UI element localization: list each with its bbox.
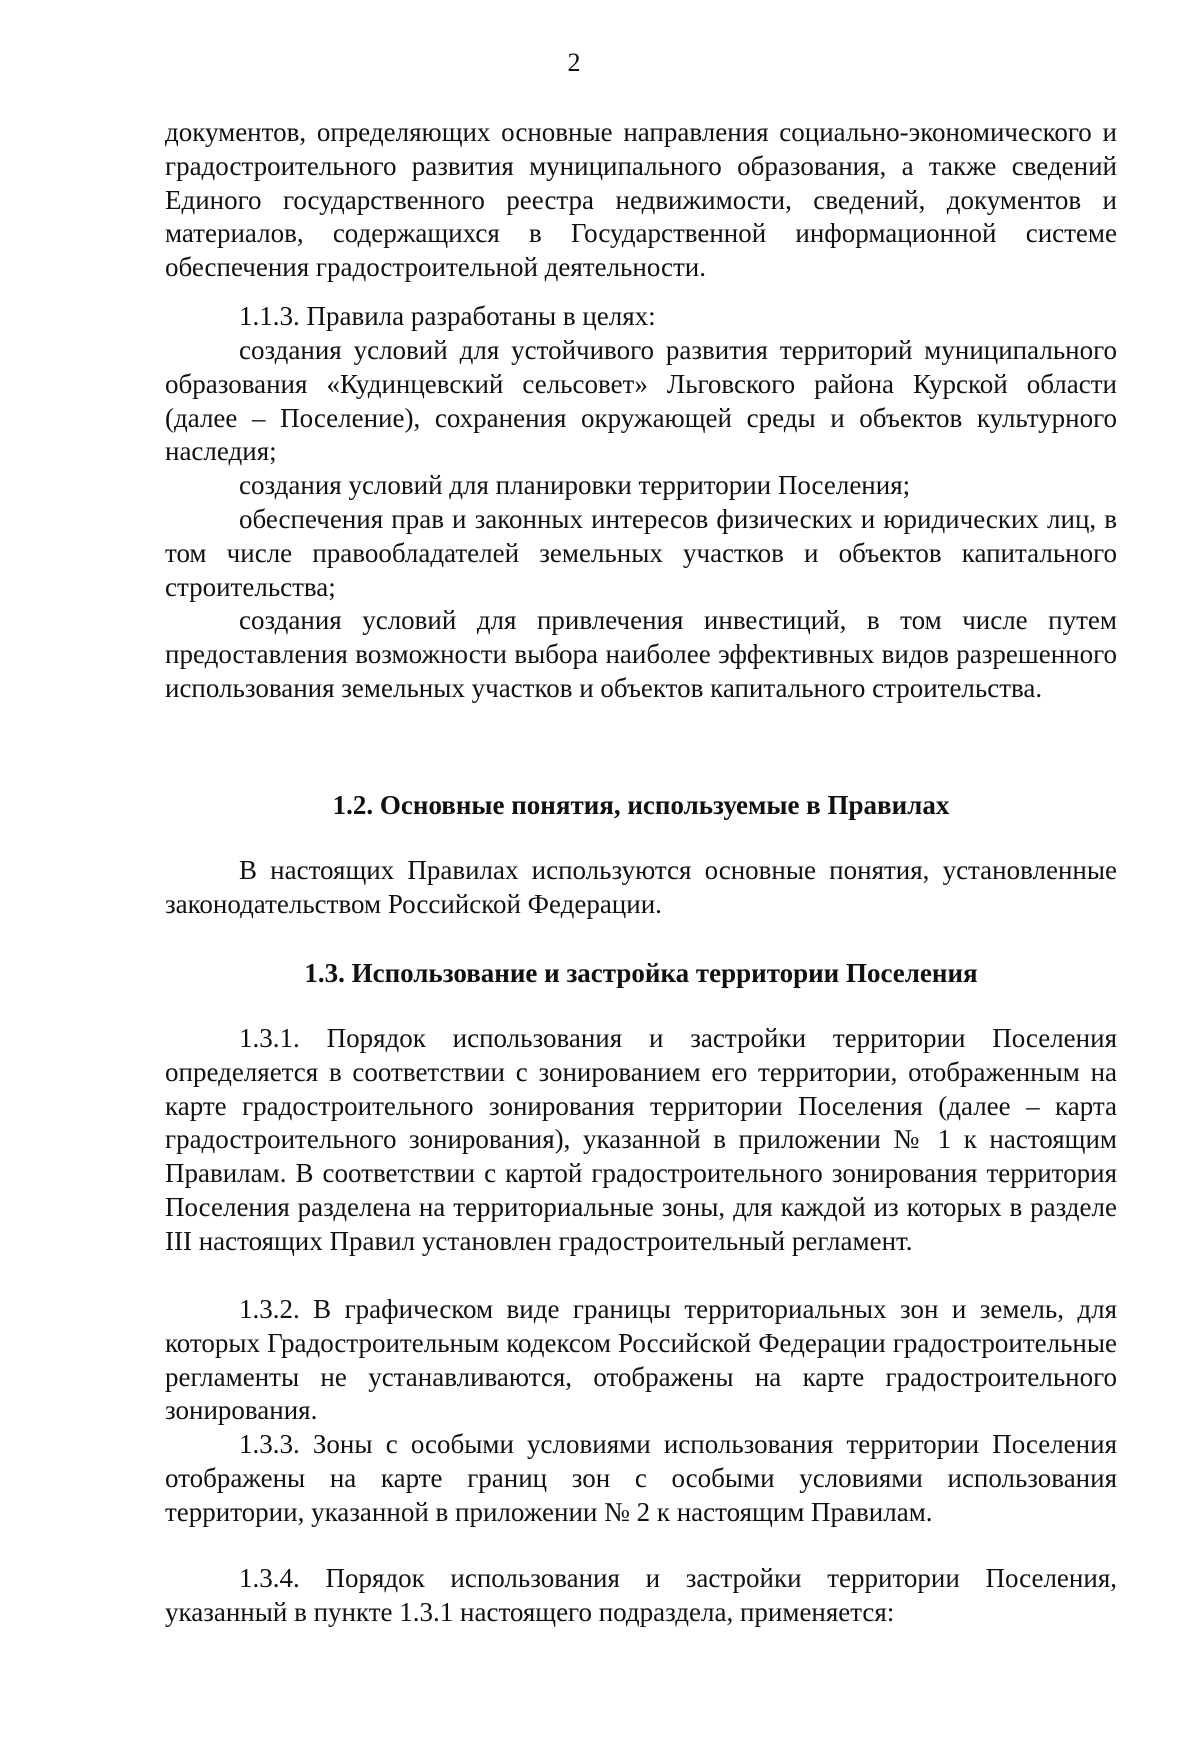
paragraph-1-3-3: 1.3.3. Зоны с особыми условиями использования территории Поселения отображены на карте границ зон с особыми условиями использования территории, указанной в приложении № 2 к настоящим Правилам. bbox=[165, 1429, 1117, 1527]
section-heading-1-3: 1.3. Использование и застройка территории Поселения bbox=[304, 958, 978, 988]
paragraph-1-1-3-intro: 1.1.3. Правила разработаны в целях: bbox=[239, 301, 656, 331]
paragraph-documents: документов, определяющих основные направления социально-экономического и градостроительного развития муниципального образования, а также сведений Единого государственного реестра недвижимости, сведений, документов и материалов, содержащихся в Государственной информационной системе обеспечения градостроительной деятельности. bbox=[165, 117, 1117, 283]
paragraph-goal-investments: создания условий для привлечения инвестиций, в том числе путем предоставления возможности выбора наиболее эффективных видов разрешенного использования земельных участков и объектов капитального строительства. bbox=[165, 605, 1117, 703]
paragraph-goal-planning: создания условий для планировки территории Поселения; bbox=[239, 470, 911, 500]
page-number: 2 bbox=[567, 48, 581, 77]
section-heading-1-2: 1.2. Основные понятия, используемые в Правилах bbox=[332, 790, 950, 820]
paragraph-goal-sustainable-development: создания условий для устойчивого развития территорий муниципального образования «Кудинцевский сельсовет» Льговского района Курской области (далее – Поселение), сохранения окружающей среды и объектов культурного наследия; bbox=[165, 335, 1117, 467]
paragraph-goal-rights: обеспечения прав и законных интересов физических и юридических лиц, в том числе правообладателей земельных участков и объектов капитального строительства; bbox=[165, 504, 1117, 602]
paragraph-1-3-2: 1.3.2. В графическом виде границы территориальных зон и земель, для которых Градостроительным кодексом Российской Федерации градостроительные регламенты не устанавливаются, отображены на карте градостроительного зонирования. bbox=[165, 1294, 1117, 1426]
paragraph-1-3-4: 1.3.4. Порядок использования и застройки территории Поселения, указанный в пункте 1.3.1 настоящего подраздела, применяется: bbox=[165, 1563, 1117, 1627]
paragraph-1-3-1: 1.3.1. Порядок использования и застройки территории Поселения определяется в соответствии с зонированием его территории, отображенным на карте градостроительного зонирования территории Поселения (далее – карта градостроительного зонирования), указанной в приложении № 1 к настоящим Правилам. В соответствии с картой градостроительного зонирования территория Поселения разделена на территориальные зоны, для каждой из которых в разделе III настоящих Правил установлен градостроительный регламент. bbox=[165, 1023, 1117, 1256]
paragraph-1-2-text: В настоящих Правилах используются основные понятия, установленные законодательством Российской Федерации. bbox=[165, 855, 1117, 919]
